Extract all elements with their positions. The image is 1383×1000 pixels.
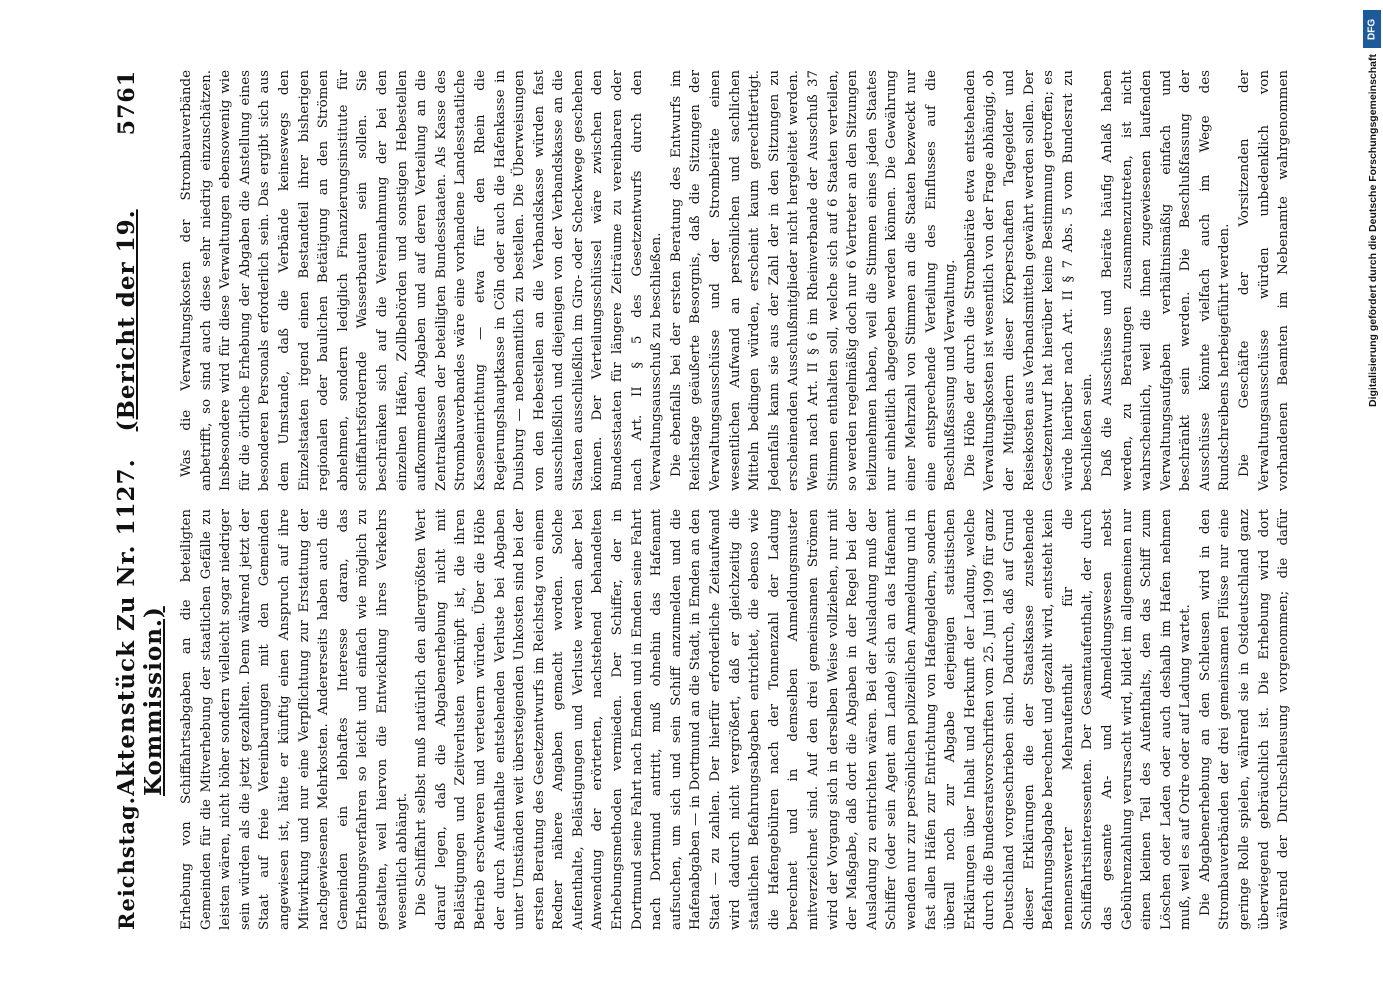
column-left [177, 509, 1297, 930]
paragraph: Die Geschäfte der Vorsitzenden der Verwaltungsausschüsse würden unbedenklich von vorhandenen Beamten im Nebenamte wahrgenommen [1237, 70, 1292, 491]
paragraph: Die Abgabenerhebung an den Schleusen wird in den Strombauverbänden der drei gemeinsamen Flüsse nur eine geringe Rolle spielen, während sie in Ostdeutschland ganz überwiegend gebräuchlich ist. Die Erhebung wird dort während der Durchschleusung vorgenommen; die dafür [1197, 509, 1292, 930]
header-title [113, 135, 167, 796]
dfg-logo: DFG [1363, 10, 1381, 48]
paragraph: Die Schiffahrt selbst muß natürlich den allergrößten Wert darauf legen, daß die Abgabenerhebung nicht mit Belästigungen und Zeitverlusten verknüpft ist, die ihren Betrieb erschweren und verteuern würden. Über die Höhe der durch Aufenthalte entstehenden Verluste bei Abgaben unter Umständen weit übersteigenden Unkosten sind bei der ersten Beratung des Gesetzentwurfs im Reichstag von einem Redner nähere Angaben gemacht worden. Solche Aufenthalte, Belästigungen und Verluste werden aber bei Anwendung der erörterten, nachstehend behandelten Erhebungsmethoden vermieden. Der Schiffer, der in Dortmund seine Fahrt nach Emden und in Emden seine Fahrt nach Dortmund antritt, muß ohnehin das Hafenamt aufsuchen, um sich und sein Schiff anzumelden und die Hafenabgaben — in Dortmund an die Stadt, in Emden an den Staat — zu zahlen. Der hierfür erforderliche Zeitaufwand wird dadurch nicht vergrößert, daß er gleichzeitig die staatlichen Befahrungsabgaben entrichtet, die ebenso wie die Hafengebühren nach der Tonnenzahl der Ladung berechnet und in demselben Anmeldungsmuster mitverzeichnet sind. Auf den drei gemeinsamen Strömen wird der Vorgang sich in derselben Weise vollziehen, nur mit der Maßgabe, daß dort die Abgaben in der Regel bei der Ausladung zu entrichten wären. Bei der Ausladung muß der Schiffer (oder sein Agent am Lande) sich an das Hafenamt wenden nur zur persönlichen polizeilichen Anmeldung und in fast allen Häfen zur Entrichtung von Hafengeldern, sondern überall noch zur Abgabe derjenigen statistischen Erklärungen über Inhalt und Herkunft der Ladung, welche durch die Bundesratsvorschriften vom 25. Juni 1909 für ganz Deutschland vorgeschrieben sind. Dadurch, daß auf Grund dieser Erklärungen die der Staatskasse zustehende Befahrungsabgabe berechnet und gezahlt wird, entsteht kein nennenswerter Mehraufenthalt für die Schiffahrtsinteressenten. Der Gesamtaufenthalt, der durch das gesamte An- und Abmeldungswesen nebst Gebührenzahlung verursacht wird, bildet im allgemeinen nur einen kleinen Teil des Aufenthalts, den das Schiff zum Löschen oder Laden oder auch deshalb im Hafen nehmen muß, weil es auf Ordre oder auf Ladung wartet. [414, 509, 1194, 930]
page-header [113, 70, 167, 930]
paragraph: Die Höhe der durch die Strombeiräte etwa entstehenden Verwaltungskosten ist wesentlich von der Frage abhängig, ob der Mitgliedern dieser Körperschaften Tagegelder und Reisekosten aus Verbandsmitteln gewährt werden sollen. Der Gesetzentwurf hat hierüber keine Bestimmung getroffen; es würde hierüber nach Art. II § 7 Abs. 5 vom Bundesrat zu beschließen sein. [962, 70, 1096, 491]
column-right [177, 70, 1297, 491]
text-columns [177, 70, 1297, 930]
header-left: Reichstag. [114, 796, 139, 930]
dfg-watermark [1355, 10, 1381, 690]
paragraph: Die ebenfalls bei der ersten Beratung des Entwurfs im Reichstage geäußerte Besorgnis, daß die Sitzungen der Verwaltungsausschüsse und der Strombeiräte einen wesentlichen Aufwand an persönlichen und sachlichen Mitteln bedingen würden, erscheint kaum gerechtfertigt. Jedenfalls kann sie aus der Zahl der in den Sitzungen zu erscheinenden Ausschußmitglieder nicht hergeleitet werden. Wenn nach Art. II § 6 im Rheinverbande der Ausschuß 37 Stimmen enthalten soll, welche sich auf 6 Staaten verteilen, so werden regelmäßig doch nur 6 Vertreter an den Sitzungen teilzunehmen haben, weil die Stimmen eines jeden Staates nur einheitlich abgegeben werden können. Die Gewährung einer Mehrzahl von Stimmen an die Staaten bezweckt nur eine entsprechende Verteilung des Einflusses auf die Beschlußfassung und Verwaltung. [668, 70, 959, 491]
header-title-prefix: Aktenstück Zu Nr. 1127. [113, 458, 140, 797]
dfg-credit-text: Digitalisierung gefördert durch die Deutsche Forschungsgemeinschaft [1367, 54, 1379, 407]
paragraph: Daß die Ausschüsse und Beiräte häufig Anlaß haben werden, zu Beratungen zusammenzutreten, ist nicht wahrscheinlich, weil die ihnen zugewiesenen laufenden Verwaltungsaufgaben verhältnismäßig einfach und beschränkt sein werden. Die Beschlußfassung der Ausschüsse könnte vielfach auch im Wege des Rundschreibens herbeigeführt werden. [1099, 70, 1233, 491]
document-page [91, 50, 1291, 950]
page-number: 5761 [114, 70, 140, 136]
header-title-suffix: (Bericht der 19. Kommission.) [113, 209, 167, 797]
paragraph: Was die Verwaltungskosten der Strombauverbände anbetrifft, so sind auch diese sehr niedrig einzuschätzen. Insbesondere wird für diese Verwaltungen ebensowenig wie für die örtliche Erhebung der Abgaben die Anstellung eines besonderen Personals erforderlich sein. Das ergibt sich aus dem Umstande, daß die Verbände keineswegs den Einzelstaaten irgend einen Bestandteil ihrer bisherigen regionalen oder baulichen Betätigung an den Strömen abnehmen, sondern lediglich Finanzierungsinstitute für schiffahrtsfördernde Wasserbauten sein sollen. Sie beschränken sich auf die Vereinnahmung der bei den einzelnen Häfen, Zollbehörden und sonstigen Hebestellen aufkommenden Abgaben und auf deren Verteilung an die Zentralkassen der beteiligten Bundesstaaten. Als Kasse des Strombauverbandes wäre eine vorhandene Landesstaatliche Kasseneinrichtung — etwa für den Rhein die Regierungshauptkasse in Cöln oder auch die Hafenkasse in Duisburg — nebenamtlich zu bestellen. Die Überweisungen von den Hebestellen an die Verbandskasse würden fast ausschließlich und diejenigen von der Verbandskasse an die Staaten ausschließlich im Giro- oder Scheckwege geschehen können. Der Verteilungsschlüssel wäre zwischen den Bundesstaaten für längere Zeiträume zu vereinbaren oder nach Art. II § 5 des Gesetzentwurfs durch den Verwaltungsausschuß zu beschließen. [179, 70, 665, 491]
paragraph: Erhebung von Schiffahrtsabgaben an die beteiligten Gemeinden für die Mitverhebung der staatlichen Gefälle zu leisten wären, nicht höher sondern vielleicht sogar niedriger sein würden als die jetzt gezahlten. Denn während jetzt der Staat auf freie Vereinbarungen mit den Gemeinden angewiesen ist, hätte er künftig einen Anspruch auf ihre Mitwirkung und nur eine Verpflichtung zur Erstattung der nachgewiesenen Mehrkosten. Andererseits haben auch die Gemeinden ein lebhaftes Interesse daran, das Erhebungsverfahren so leicht und einfach wie möglich zu gestalten, weil hiervon die Entwicklung ihres Verkehrs wesentlich abhängt. [179, 509, 410, 930]
